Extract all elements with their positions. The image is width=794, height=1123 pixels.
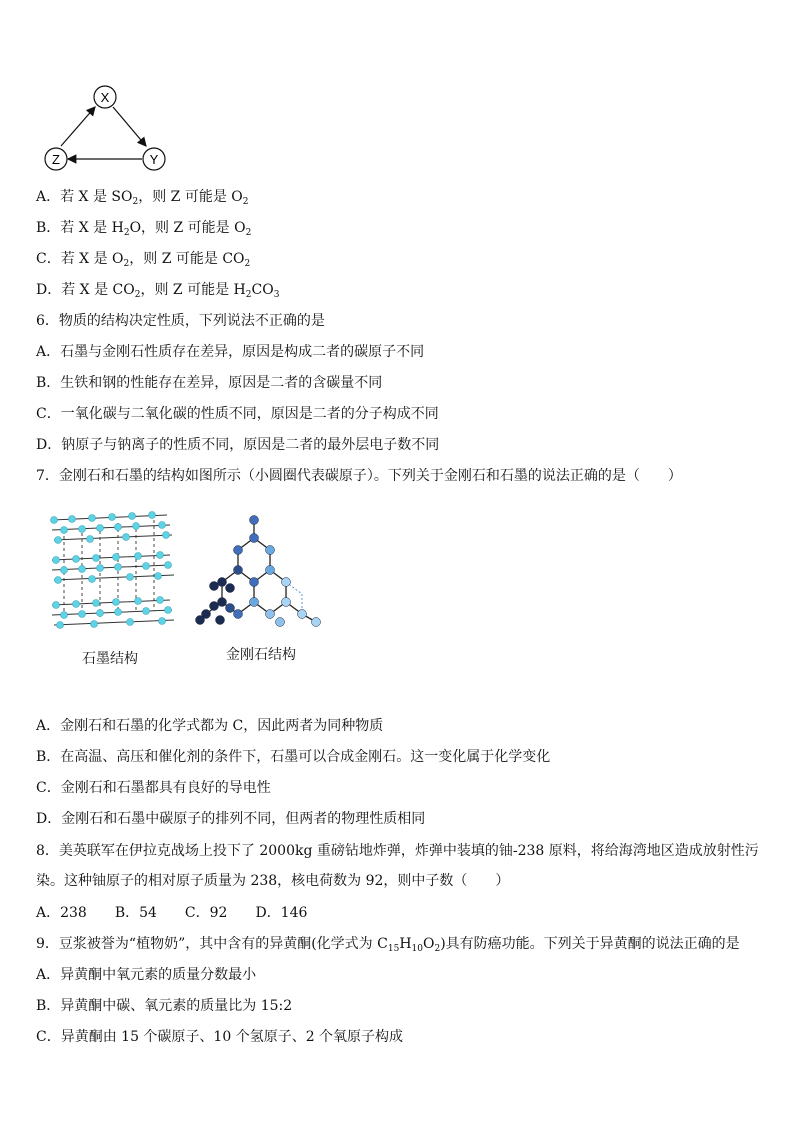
q7-option-d: D．金刚石和石墨中碳原子的排列不同，但两者的物理性质相同	[36, 811, 426, 827]
node-y-label: Y	[149, 152, 159, 167]
node-x-label: X	[100, 90, 110, 105]
q7-option-c: C．金刚石和石墨都具有良好的导电性	[36, 780, 271, 796]
q6-stem: 6．物质的结构决定性质，下列说法不正确的是	[36, 313, 325, 329]
q9-stem: 9．豆浆被誉为“植物奶”，其中含有的异黄酮(化学式为 $C_{15}H_{10}O_2$)具有防癌功能。下列关于异黄酮的说法正确的是	[36, 936, 740, 954]
q8-stem: 8．美英联军在伊拉克战场上投下了 2000kg 重磅钻地炸弹，炸弹中装填的铀-238 原料，将给海湾地区造成放射性污染。这种铀原子的相对原子质量为 238，核电荷数为 92，则中子数（ ）	[36, 843, 759, 889]
q9-option-b: B．异黄酮中碳、氧元素的质量比为 15:2	[36, 998, 293, 1014]
q9-option-c: C．异黄酮由 15 个碳原子、10 个氢原子、2 个氧原子构成	[36, 1029, 404, 1045]
q6-option-d: D．钠原子与钠离子的性质不同，原因是二者的最外层电子数不同	[36, 437, 440, 453]
q6-option-a: A．石墨与金刚石性质存在差异，原因是构成二者的碳原子不同	[36, 344, 425, 360]
q5-option-a: A．若 X 是 $SO_2$，则 Z 可能是 $O_2$	[36, 189, 249, 207]
arrow-x-to-y	[113, 107, 146, 146]
diamond-structure-figure	[190, 510, 330, 635]
arrow-z-to-x	[61, 107, 95, 146]
diamond-caption: 金刚石结构	[226, 647, 296, 663]
graphite-structure-figure	[42, 505, 182, 640]
q5-option-c: C．若 X 是 $O_2$，则 Z 可能是 $CO_2$	[36, 251, 251, 269]
graphite-caption: 石墨结构	[82, 651, 138, 667]
q8-options: A．238 B．54 C．92 D．146	[36, 905, 308, 921]
q5-option-d: D．若 X 是 $CO_2$，则 Z 可能是 $H_2CO_3$	[36, 282, 280, 300]
q7-option-a: A．金刚石和石墨的化学式都为 C，因此两者为同种物质	[36, 718, 384, 734]
cycle-diagram	[36, 80, 176, 175]
q6-option-c: C．一氧化碳与二氧化碳的性质不同，原因是二者的分子构成不同	[36, 406, 439, 422]
q5-option-b: B．若 X 是 $H_2O$，则 Z 可能是 $O_2$	[36, 220, 252, 238]
q6-option-b: B．生铁和钢的性能存在差异，原因是二者的含碳量不同	[36, 375, 383, 391]
q9-option-a: A．异黄酮中氧元素的质量分数最小	[36, 967, 257, 983]
node-z-label: Z	[52, 152, 60, 167]
q7-option-b: B．在高温、高压和催化剂的条件下，石墨可以合成金刚石。这一变化属于化学变化	[36, 749, 551, 765]
q7-stem: 7．金刚石和石墨的结构如图所示（小圆圈代表碳原子）。下列关于金刚石和石墨的说法正确的是（ ）	[36, 468, 682, 484]
